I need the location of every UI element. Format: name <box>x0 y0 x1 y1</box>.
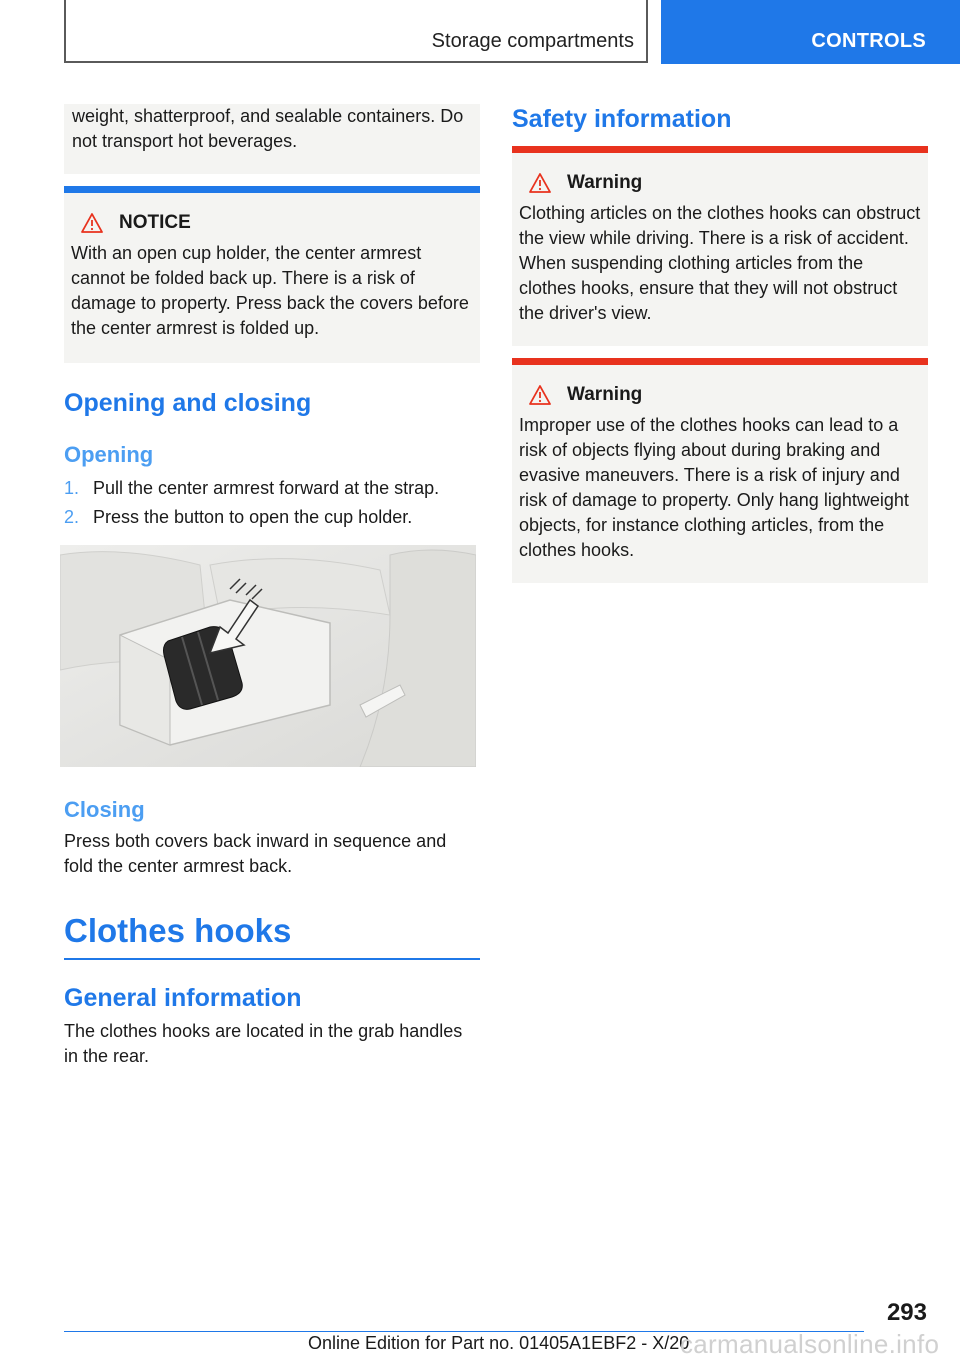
header-section-title: Storage compartments <box>431 30 634 52</box>
page-number: 293 <box>886 1299 927 1326</box>
general-information-heading: General information <box>64 984 302 1012</box>
right-column <box>512 104 928 583</box>
clothes-hooks-heading: Clothes hooks <box>64 912 292 949</box>
step-number: 1. <box>64 478 80 498</box>
armrest-cupholder-illustration <box>60 545 476 767</box>
warning-triangle-icon <box>81 213 103 233</box>
warning-title: Warning <box>567 172 643 193</box>
warning-body: Improper use of the clothes hooks can lead to a risk of objects flying about during braking and evasive maneuvers. There is a risk of injury and risk of damage to property. Only hang lightweight objects, for instance clothing articles, from the clothes hooks. <box>519 415 909 560</box>
left-column <box>64 104 480 1069</box>
warning-title-row <box>519 381 921 409</box>
continued-text: weight, shatterproof, and sealable containers. Do not transport hot beverages. <box>72 106 464 151</box>
header-chapter-tab <box>661 0 960 64</box>
step-number: 2. <box>64 507 80 527</box>
safety-information-heading: Safety information <box>512 105 732 133</box>
warning-title-row <box>519 169 921 197</box>
warning-triangle-icon <box>529 173 551 193</box>
notice-title-row <box>71 209 472 237</box>
opening-heading: Opening <box>64 442 154 467</box>
notice-title: NOTICE <box>119 212 191 233</box>
closing-text: Press both covers back inward in sequence and fold the center armrest back. <box>64 831 447 876</box>
header-chapter-title: CONTROLS <box>811 30 926 52</box>
step-text: Press the button to open the cup holder. <box>93 507 413 527</box>
warning-triangle-icon <box>529 385 551 405</box>
heading-rule <box>64 958 480 960</box>
notice-body: With an open cup holder, the center armrest cannot be folded back up. There is a risk of damage to property. Press back the covers before the center armrest is folded up. <box>71 243 469 338</box>
header-section-tab <box>64 0 648 63</box>
notice-box <box>64 186 480 363</box>
opening-steps <box>64 476 480 530</box>
footer-edition-text: Online Edition for Part no. 01405A1EBF2 - X/20 <box>308 1333 690 1353</box>
opening-closing-heading: Opening and closing <box>64 389 312 417</box>
warning-box <box>512 358 928 583</box>
step-text: Pull the center armrest forward at the strap. <box>93 478 440 498</box>
step-item <box>64 476 480 501</box>
continued-safety-box <box>64 104 480 174</box>
step-item <box>64 505 480 530</box>
general-information-text: The clothes hooks are located in the grab handles in the rear. <box>64 1021 463 1066</box>
warning-title: Warning <box>567 384 643 405</box>
warning-box <box>512 146 928 346</box>
warning-body: Clothing articles on the clothes hooks can obstruct the view while driving. There is a risk of accident. When suspending clothing articles from the clothes hooks, ensure that they will not obstruct the driver's view. <box>519 203 921 323</box>
footer-watermark: carmanualsonline.info <box>680 1329 940 1359</box>
closing-heading: Closing <box>64 797 145 822</box>
